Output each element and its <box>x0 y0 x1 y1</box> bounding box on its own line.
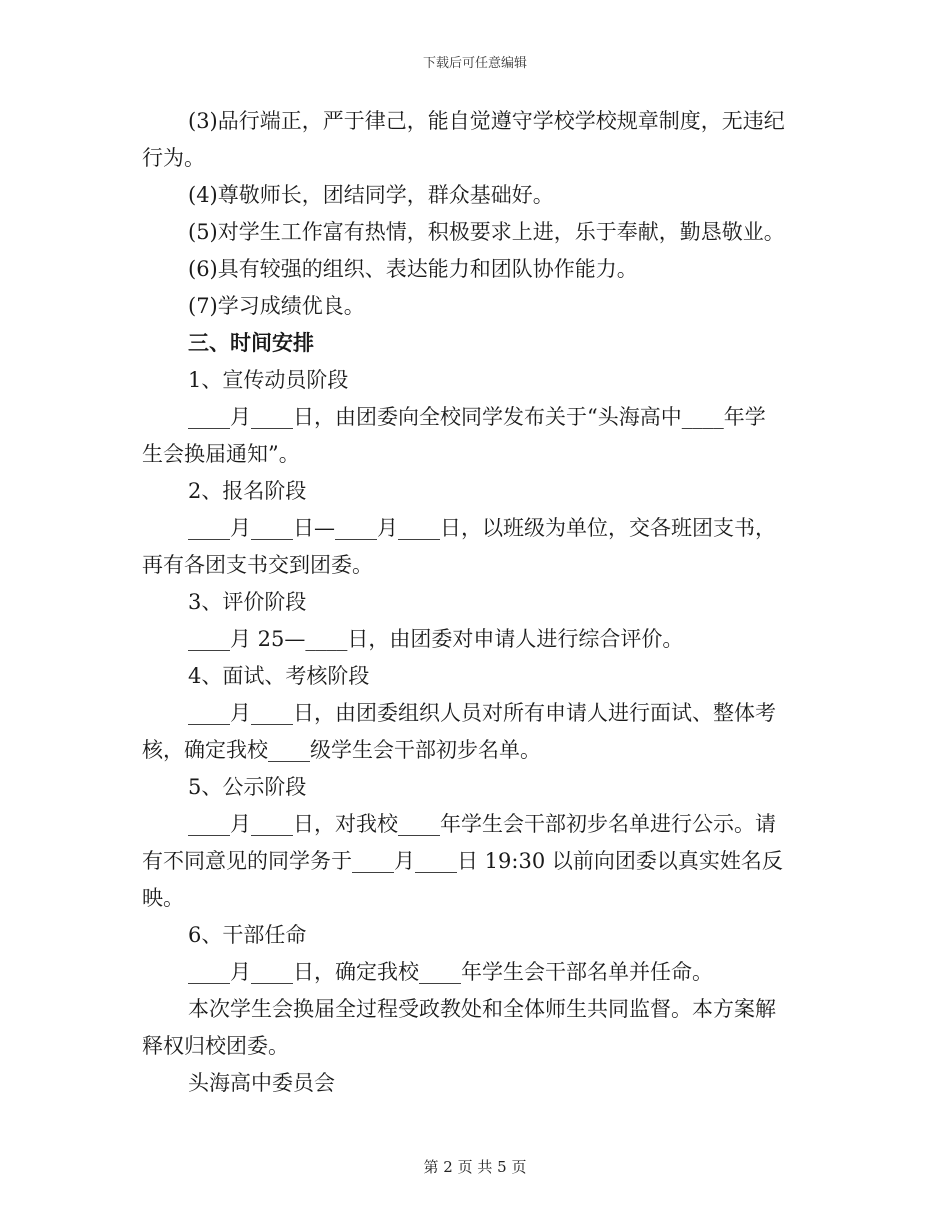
subheading-announcement-stage: 5、公示阶段 <box>188 775 307 799</box>
subheading-interview-stage: 4、面试、考核阶段 <box>188 664 370 688</box>
section-heading-time-schedule: 三、时间安排 <box>188 331 314 355</box>
page-header: 下载后可任意编辑 <box>422 56 527 71</box>
subheading-publicity-stage: 1、宣传动员阶段 <box>188 368 349 392</box>
page-footer: 第 2 页 共 5 页 <box>423 1158 527 1176</box>
paragraph-line-20: ____月____日，对我校____年学生会干部初步名单进行公示。请 <box>188 812 776 836</box>
paragraph-line-21: 有不同意见的同学务于____月____日 19:30 以前向团委以真实姓名反 <box>142 849 783 873</box>
paragraph-line-26: 释权归校团委。 <box>142 1034 289 1058</box>
paragraph-line-25: 本次学生会换届全过程受政教处和全体师生共同监督。本方案解 <box>188 997 776 1021</box>
paragraph-line-4: (5)对学生工作富有热情，积极要求上进，乐于奉献，勤恳敬业。 <box>188 220 785 244</box>
paragraph-line-2: 行为。 <box>142 146 205 170</box>
paragraph-line-12: ____月____日—____月____日，以班级为单位，交各班团支书， <box>188 516 776 540</box>
paragraph-line-24: ____月____日，确定我校____年学生会干部名单并任命。 <box>188 960 713 984</box>
paragraph-line-18: 核，确定我校____级学生会干部初步名单。 <box>142 738 541 762</box>
paragraph-line-15: ____月 25—____日，由团委对申请人进行综合评价。 <box>188 627 684 651</box>
paragraph-line-17: ____月____日，由团委组织人员对所有申请人进行面试、整体考 <box>188 701 776 725</box>
subheading-evaluation-stage: 3、评价阶段 <box>188 590 307 614</box>
paragraph-line-10: 生会换届通知”。 <box>142 442 300 466</box>
paragraph-line-22: 映。 <box>142 886 184 910</box>
paragraph-line-5: (6)具有较强的组织、表达能力和团队协作能力。 <box>188 257 638 281</box>
paragraph-line-3: (4)尊敬师长，团结同学，群众基础好。 <box>188 183 554 207</box>
document-body <box>142 103 808 1102</box>
subheading-registration-stage: 2、报名阶段 <box>188 479 307 503</box>
paragraph-line-13: 再有各团支书交到团委。 <box>142 553 373 577</box>
subheading-appointment-stage: 6、干部任命 <box>188 923 307 947</box>
paragraph-line-1: (3)品行端正，严于律己，能自觉遵守学校学校规章制度，无违纪 <box>188 109 785 133</box>
paragraph-line-6: (7)学习成绩优良。 <box>188 294 365 318</box>
signature-line: 头海高中委员会 <box>188 1071 335 1095</box>
paragraph-line-9: ____月____日，由团委向全校同学发布关于“头海高中____年学 <box>188 405 766 429</box>
